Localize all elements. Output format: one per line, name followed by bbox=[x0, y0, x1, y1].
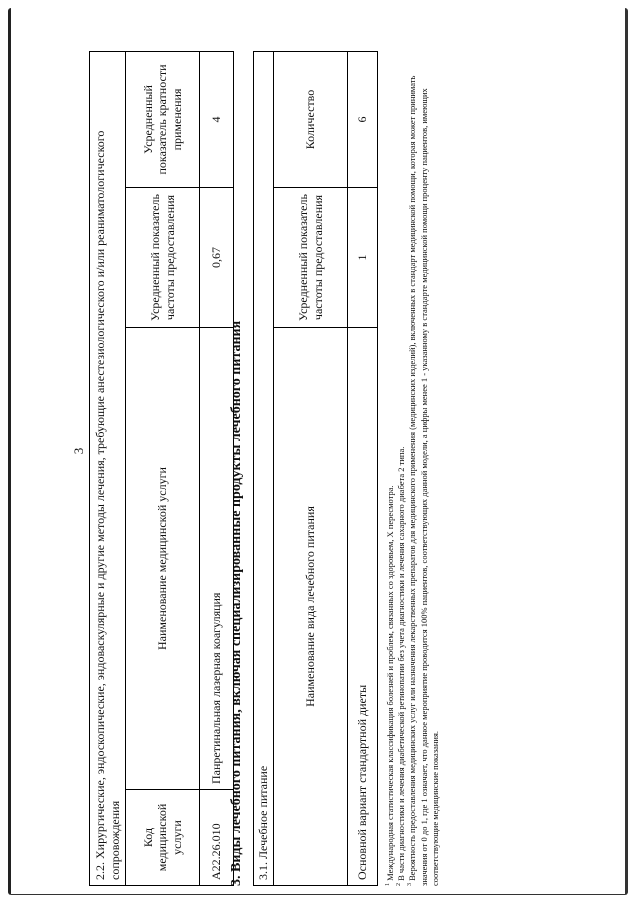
footnote-1: $^1$ Международная статистическая классификация болезней и проблем, связанных со здоровьем, X пересмотра. bbox=[385, 485, 395, 886]
table-row bbox=[348, 51, 378, 885]
service-multiplicity: 4 bbox=[200, 51, 234, 187]
service-frequency: 0,67 bbox=[200, 188, 234, 328]
service-name: Панретинальная лазерная коагуляция bbox=[200, 328, 234, 790]
header-service-code: Код медицинской услуги bbox=[126, 790, 200, 886]
service-code: A22.26.010 bbox=[200, 790, 234, 886]
section-3-title: 3. Виды лечебного питания, включая специализированные продукты лечебного питания bbox=[229, 320, 244, 886]
section-3-1-table bbox=[253, 51, 378, 886]
diet-frequency: 1 bbox=[348, 188, 378, 328]
footnote-3: $^3$ Вероятность предоставления медицинских услуг или назначения лекарственных препаратов для медицинского применения (медицинских изделий), включенных в стандарт медицинской помощи, которая может принимать значения от 0 до 1, где 1 означает, что данное мероприятие проводится 100% пациентов, соответствующих данной модели, а цифры менее 1 - указанному в стандарте медицинской помощи проценту пациентов, имеющих соответствующие медицинские показания. bbox=[407, 75, 440, 886]
footnote-2: $^2$ В части диагностики и лечения диабетической ретинопатии без учета диагностики и лечения сахарного диабета 2 типа. bbox=[396, 446, 407, 886]
section-2-2-title: 2.2. Хирургические, эндоскопические, эндоваскулярные и другие методы лечения, требующие анестезиологического и/или реаниматологического сопровождения bbox=[90, 51, 126, 885]
header-multiplicity: Усредненный показатель кратности применения bbox=[126, 51, 200, 187]
header-frequency: Усредненный показатель частоты предоставления bbox=[126, 188, 200, 328]
section-3-1-subtitle: 3.1. Лечебное питание bbox=[254, 51, 274, 885]
header-diet-name: Наименование вида лечебного питания bbox=[274, 328, 348, 886]
diet-quantity: 6 bbox=[348, 51, 378, 187]
header-diet-frequency: Усредненный показатель частоты предоставления bbox=[274, 188, 348, 328]
page-number: 3 bbox=[71, 447, 86, 455]
footnotes bbox=[385, 60, 441, 886]
header-service-name: Наименование медицинской услуги bbox=[126, 328, 200, 790]
diet-name: Основной вариант стандартной диеты bbox=[348, 328, 378, 886]
section-2-2-table bbox=[89, 51, 234, 886]
rotated-page bbox=[67, 12, 507, 890]
header-diet-quantity: Количество bbox=[274, 51, 348, 187]
